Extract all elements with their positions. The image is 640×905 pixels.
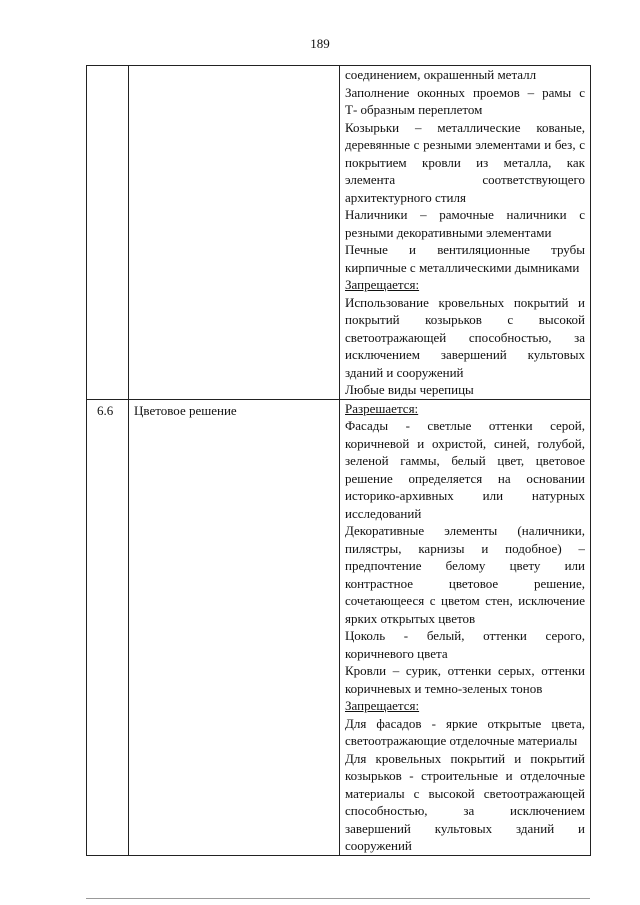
text-line: кирпичные с металлическими дымниками bbox=[345, 259, 580, 275]
row-label bbox=[129, 66, 340, 400]
text-line: коричневой и охристой, синей, голубой, bbox=[345, 435, 585, 451]
row-number bbox=[87, 66, 129, 400]
row-number: 6.6 bbox=[87, 399, 129, 855]
requirements-table bbox=[86, 65, 591, 856]
text-line: зеленой гаммы, белый цвет, цветовое bbox=[345, 453, 585, 468]
text-line: Козырьки – металлические кованые, bbox=[345, 119, 585, 135]
text-line: Для кровельных покрытий и покрытий bbox=[345, 750, 585, 766]
text-line: исследований bbox=[345, 505, 422, 521]
text-line: Кровли – сурик, оттенки серых, оттенки bbox=[345, 663, 585, 678]
text-line: деревянные с резными элементами и без, с bbox=[345, 137, 585, 152]
text-line: контрастное цветовое решение, bbox=[345, 575, 585, 591]
text-line: Использование кровельных покрытий и bbox=[345, 294, 585, 310]
text-line: исключением завершений культовых bbox=[345, 347, 585, 362]
row-description bbox=[340, 399, 591, 855]
row-description bbox=[340, 66, 591, 400]
section-heading: Запрещается: bbox=[345, 698, 420, 713]
text-line: резными декоративными элементами bbox=[345, 224, 552, 240]
table-row bbox=[87, 399, 591, 855]
text-line: Цоколь - белый, оттенки серого, bbox=[345, 628, 585, 643]
text-line: коричневого цвета bbox=[345, 645, 448, 661]
text-line: предпочтение белому цвету или bbox=[345, 558, 585, 573]
text-line: коричневых и темно-зеленых тонов bbox=[345, 680, 543, 696]
text-line: завершений культовых зданий и bbox=[345, 820, 585, 836]
page-bottom-rule bbox=[86, 898, 590, 899]
text-line: Декоративные элементы (наличники, bbox=[345, 523, 585, 538]
text-line: ярких открытых цветов bbox=[345, 610, 476, 626]
text-line: Печные и вентиляционные трубы bbox=[345, 242, 585, 257]
text-line: способностью, за исключением bbox=[345, 803, 585, 818]
text-line: пилястры, карнизы и подобное) – bbox=[345, 540, 585, 556]
text-line: сочетающееся с цветом стен, исключение bbox=[345, 593, 585, 608]
text-line: светоотражающей способностью, за bbox=[345, 329, 585, 345]
text-line: соединением, окрашенный металл bbox=[345, 67, 537, 82]
text-line: Для фасадов - яркие открытые цвета, bbox=[345, 715, 585, 731]
text-line: Т- образным переплетом bbox=[345, 102, 483, 117]
page-number: 189 bbox=[310, 36, 330, 51]
text-line: элемента соответствующего bbox=[345, 172, 585, 187]
text-line: Любые виды черепицы bbox=[345, 382, 474, 397]
text-line: решение определяется на основании bbox=[345, 470, 585, 486]
section-heading: Запрещается: bbox=[345, 277, 420, 292]
text-line: покрытий козырьков с высокой bbox=[345, 312, 585, 327]
text-line: сооружений bbox=[345, 838, 412, 853]
text-line: материалы с высокой светоотражающей bbox=[345, 785, 585, 801]
text-line: зданий и сооружений bbox=[345, 364, 464, 380]
text-line: Наличники – рамочные наличники с bbox=[345, 207, 585, 222]
table-row bbox=[87, 66, 591, 400]
text-line: архитектурного стиля bbox=[345, 189, 466, 205]
text-line: Фасады - светлые оттенки серой, bbox=[345, 418, 585, 433]
text-line: Заполнение оконных проемов – рамы с bbox=[345, 84, 585, 100]
text-line: историко-архивных или натурных bbox=[345, 488, 585, 503]
row-label: Цветовое решение bbox=[129, 399, 340, 855]
text-line: козырьков - строительные и отделочные bbox=[345, 768, 585, 783]
text-line: светоотражающие отделочные материалы bbox=[345, 733, 578, 748]
section-heading: Разрешается: bbox=[345, 400, 419, 416]
text-line: покрытием кровли из металла, как bbox=[345, 154, 585, 170]
